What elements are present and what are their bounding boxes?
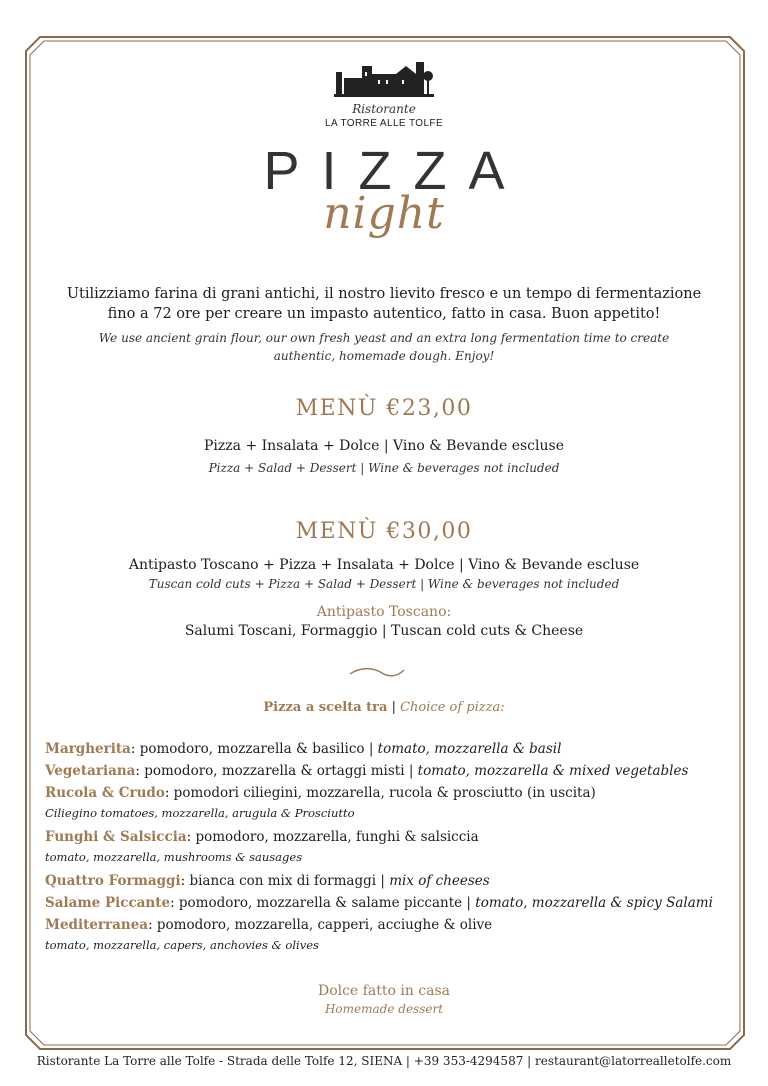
pizza-ingredients-it: : pomodori ciliegini, mozzarella, rucola & prosciutto (in uscita): [164, 785, 596, 801]
restaurant-logo: [320, 58, 448, 129]
dessert-english: Homemade dessert: [324, 1002, 444, 1016]
pizza-ingredients-it: : pomodoro, mozzarella, capperi, acciughe & olive: [148, 917, 493, 933]
dessert-italian: Dolce fatto in casa: [317, 983, 451, 999]
logo-restaurant-name: LA TORRE ALLE TOLFE: [324, 118, 444, 129]
pizza-item-salame-piccante: [45, 892, 735, 914]
menu-23-italian: Pizza + Insalata + Dolce | Vino & Bevande escluse: [204, 438, 564, 454]
pizza-item-funghi-salsiccia: [45, 826, 735, 866]
pizza-name: Quattro Formaggi: [45, 873, 181, 889]
pizza-ingredients-it: : bianca con mix di formaggi |: [180, 873, 390, 889]
antipasto-label: Antipasto Toscano:: [316, 604, 452, 620]
antipasto-description: Salumi Toscani, Formaggio | Tuscan cold cuts & Cheese: [184, 623, 584, 639]
pizza-name: Funghi & Salsiccia: [45, 829, 187, 845]
footer-contact: Ristorante La Torre alle Tolfe - Strada delle Tolfe 12, SIENA | +39 353-4294587 | restaurant@latorrealletolfe.com: [36, 1054, 732, 1068]
pizza-name: Mediterranea: [45, 917, 149, 933]
pizza-item-vegetariana: [45, 760, 735, 782]
pizza-choice-english: Choice of pizza:: [400, 700, 505, 715]
pizza-choice-separator: |: [387, 700, 401, 715]
pizza-ingredients-en: tomato, mozzarella & spicy Salami: [475, 895, 713, 911]
page-title: PIZZA: [263, 141, 527, 201]
pizza-choice-heading: [0, 700, 768, 715]
menu-23-heading: MENÙ €23,00: [295, 396, 473, 421]
intro-en-line2: authentic, homemade dough. Enjoy!: [273, 349, 495, 363]
intro-en-line1: We use ancient grain flour, our own fresh yeast and an extra long fermentation time to create: [98, 331, 670, 345]
pizza-name: Salame Piccante: [45, 895, 171, 911]
pizza-ingredients-en: mix of cheeses: [389, 873, 490, 889]
pizza-ingredients-it: : pomodoro, mozzarella & ortaggi misti |: [135, 763, 418, 779]
pizza-name: Vegetariana: [45, 763, 136, 779]
pizza-ingredients-en: tomato, mozzarella & basil: [377, 741, 562, 757]
intro-italian: [0, 284, 768, 324]
pizza-list: [45, 738, 735, 958]
swash-divider-icon: [348, 664, 406, 680]
menu-30-italian: Antipasto Toscano + Pizza + Insalata + Dolce | Vino & Bevande escluse: [128, 557, 640, 573]
pizza-item-mediterranea: [45, 914, 735, 954]
intro-it-line2: fino a 72 ore per creare un impasto autentico, fatto in casa. Buon appetito!: [107, 306, 661, 322]
pizza-ingredients-en: tomato, mozzarella & mixed vegetables: [417, 763, 689, 779]
pizza-ingredients-en: tomato, mozzarella, capers, anchovies & olives: [45, 938, 319, 952]
intro-english: [0, 329, 768, 365]
menu-30-heading: MENÙ €30,00: [295, 519, 473, 544]
pizza-choice-label: Pizza a scelta tra: [263, 700, 388, 715]
pizza-name: Margherita: [45, 741, 131, 757]
pizza-item-margherita: [45, 738, 735, 760]
pizza-ingredients-it: : pomodoro, mozzarella & basilico |: [130, 741, 378, 757]
pizza-item-quattro-formaggi: [45, 870, 735, 892]
pizza-name: Rucola & Crudo: [45, 785, 165, 801]
pizza-item-rucola-crudo: [45, 782, 735, 822]
pizza-ingredients-en: Ciliegino tomatoes, mozzarella, arugula & Prosciutto: [45, 806, 355, 820]
page-subtitle: night: [323, 188, 445, 239]
menu-23-english: Pizza + Salad + Dessert | Wine & beverages not included: [208, 461, 560, 475]
menu-30-english: Tuscan cold cuts + Pizza + Salad + Dessert | Wine & beverages not included: [148, 577, 620, 591]
pizza-ingredients-en: tomato, mozzarella, mushrooms & sausages: [45, 850, 303, 864]
pizza-ingredients-it: : pomodoro, mozzarella & salame piccante |: [170, 895, 476, 911]
intro-it-line1: Utilizziamo farina di grani antichi, il nostro lievito fresco e un tempo di fermentazione: [66, 286, 702, 302]
castle-logo-icon: [334, 58, 434, 98]
pizza-ingredients-it: : pomodoro, mozzarella, funghi & salsiccia: [186, 829, 479, 845]
logo-script-text: Ristorante: [352, 102, 416, 116]
